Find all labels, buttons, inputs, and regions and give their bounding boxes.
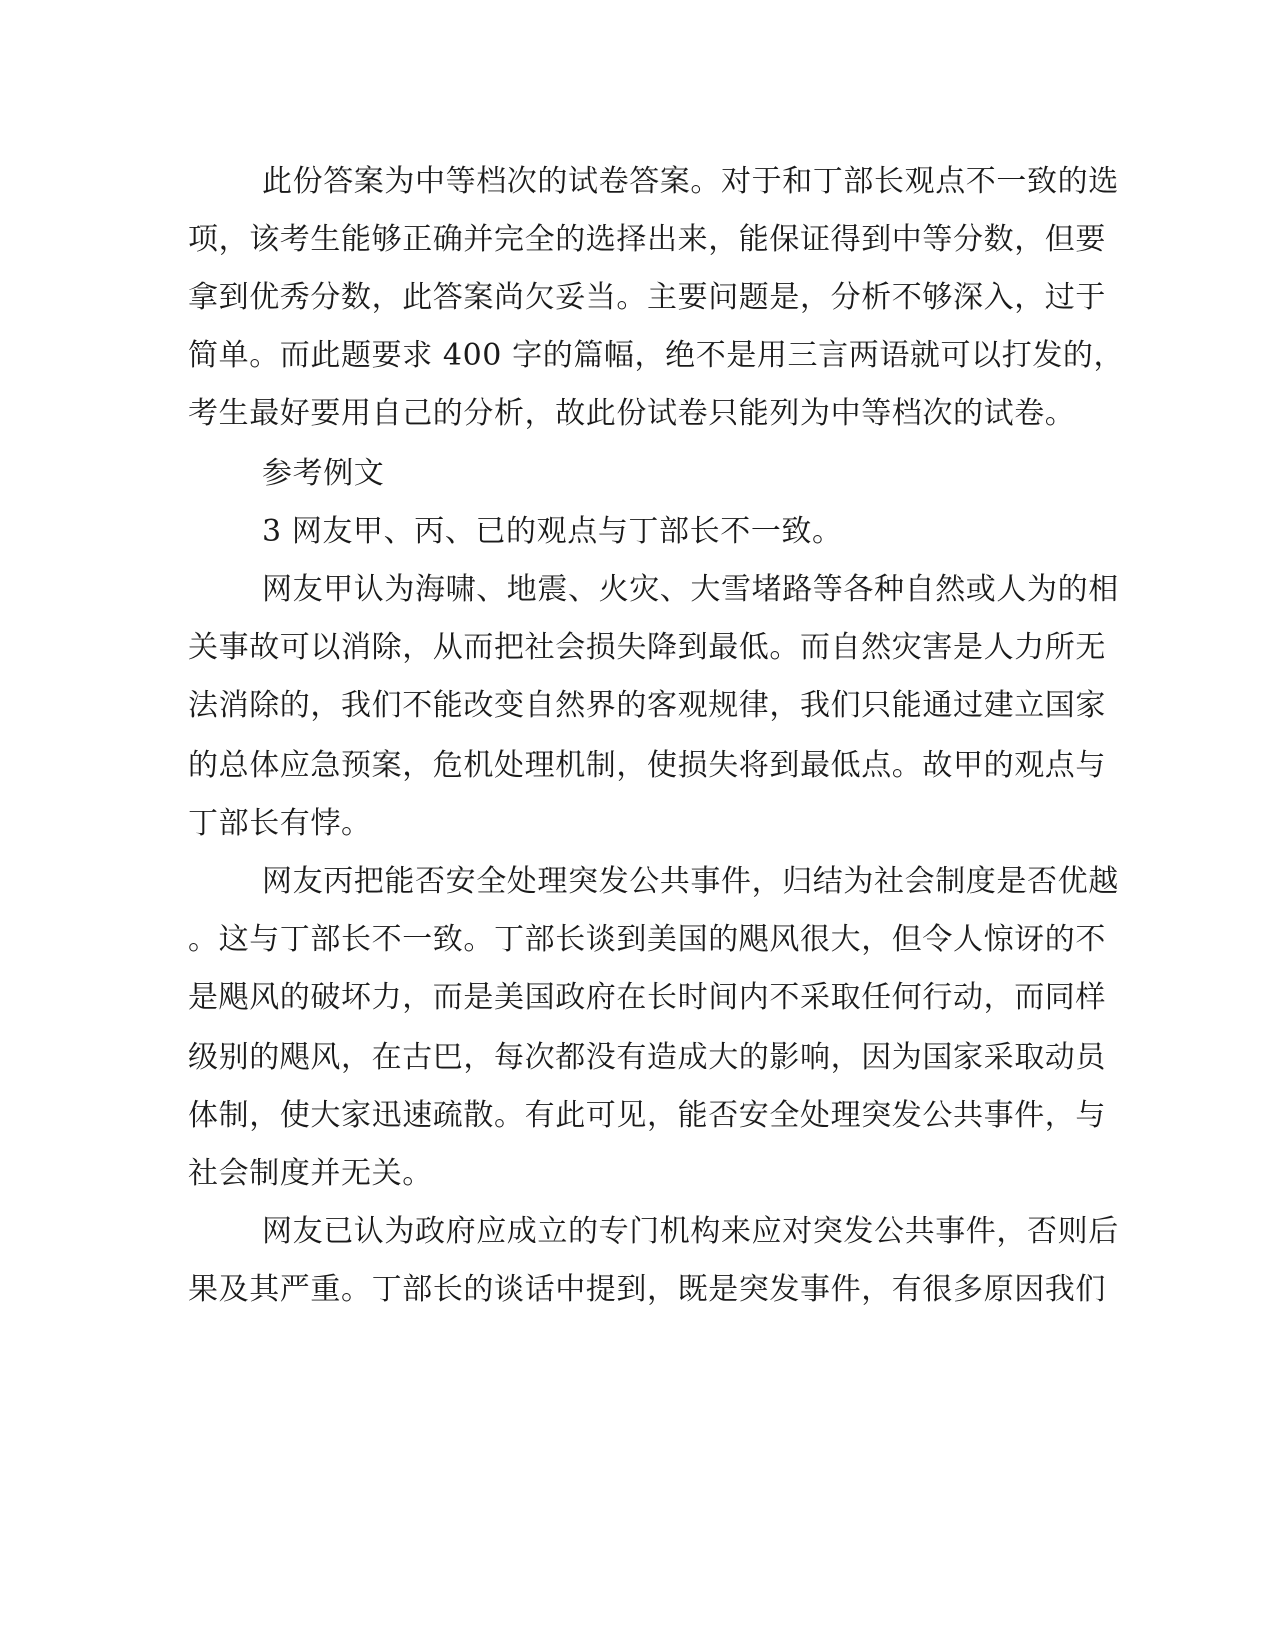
paragraph-line: 拿到优秀分数，此答案尚欠妥当。主要问题是，分析不够深入，过于 bbox=[188, 280, 1106, 315]
paragraph-line: 。这与丁部长不一致。丁部长谈到美国的飓风很大，但令人惊讶的不 bbox=[188, 922, 1106, 957]
paragraph-line: 法消除的，我们不能改变自然界的客观规律，我们只能通过建立国家 bbox=[188, 688, 1106, 723]
paragraph-line: 网友丙把能否安全处理突发公共事件，归结为社会制度是否优越 bbox=[262, 864, 1119, 899]
paragraph-line: 此份答案为中等档次的试卷答案。对于和丁部长观点不一致的选 bbox=[262, 164, 1119, 199]
paragraph-line: 关事故可以消除，从而把社会损失降到最低。而自然灾害是人力所无 bbox=[188, 630, 1106, 665]
paragraph-line: 网友甲认为海啸、地震、火灾、大雪堵路等各种自然或人为的相 bbox=[262, 572, 1119, 607]
paragraph-line: 3 网友甲、丙、已的观点与丁部长不一致。 bbox=[262, 514, 843, 549]
paragraph-line: 的总体应急预案，危机处理机制，使损失将到最低点。故甲的观点与 bbox=[188, 748, 1106, 783]
paragraph-line: 简单。而此题要求 400 字的篇幅，绝不是用三言两语就可以打发的， bbox=[188, 338, 1125, 373]
paragraph-line: 级别的飓风，在古巴，每次都没有造成大的影响，因为国家采取动员 bbox=[188, 1040, 1106, 1075]
paragraph-line: 果及其严重。丁部长的谈话中提到，既是突发事件，有很多原因我们 bbox=[188, 1272, 1106, 1307]
paragraph-line: 丁部长有悖。 bbox=[188, 806, 372, 841]
paragraph-line: 体制，使大家迅速疏散。有此可见，能否安全处理突发公共事件，与 bbox=[188, 1098, 1106, 1133]
paragraph-line: 社会制度并无关。 bbox=[188, 1156, 433, 1191]
paragraph-line: 是飓风的破坏力，而是美国政府在长时间内不采取任何行动，而同样 bbox=[188, 980, 1106, 1015]
paragraph-line: 项，该考生能够正确并完全的选择出来，能保证得到中等分数，但要 bbox=[188, 222, 1106, 257]
section-heading: 参考例文 bbox=[262, 456, 385, 491]
paragraph-line: 网友已认为政府应成立的专门机构来应对突发公共事件，否则后 bbox=[262, 1214, 1119, 1249]
paragraph-line: 考生最好要用自己的分析，故此份试卷只能列为中等档次的试卷。 bbox=[188, 396, 1076, 431]
